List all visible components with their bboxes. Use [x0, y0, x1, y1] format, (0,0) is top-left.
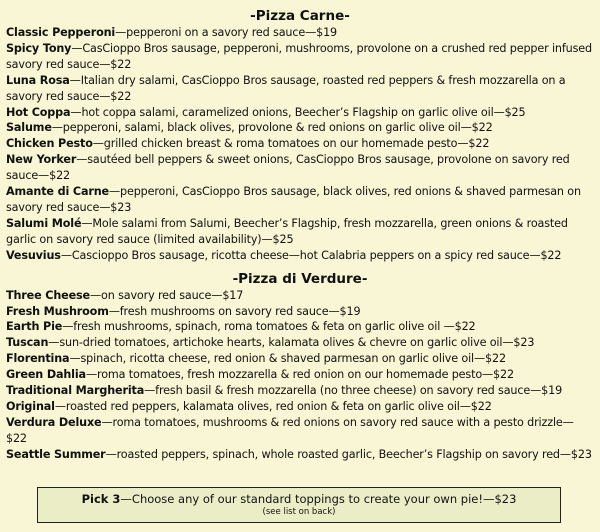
menu-item-name: Green Dahlia: [6, 368, 86, 382]
menu-item-name: Seattle Summer: [6, 447, 106, 461]
menu-item-description: —pepperoni on a savory red sauce—$19: [115, 26, 338, 39]
menu-item: [6, 367, 594, 383]
menu-item-description: —sun-dried tomatoes, artichoke hearts, kalamata olives & chevre on garlic olive oil—$23: [48, 336, 535, 350]
menu-item: [6, 248, 594, 264]
menu-item-name: Salume: [6, 121, 52, 135]
pizza-menu: [6, 8, 594, 463]
menu-item: [6, 120, 594, 136]
menu-item-description: —sautéed bell peppers & sweet onions, CasCioppo Bros sausage, provolone on savory red sauce—$22: [6, 153, 570, 183]
menu-item: [6, 152, 594, 184]
menu-item: [6, 447, 594, 463]
menu-item-description: —roasted peppers, spinach, whole roasted garlic, Beecher’s Flagship on savory red—$23: [105, 447, 592, 461]
pick-3-description: —Choose any of our standard toppings to create your own pie!—$23: [120, 492, 517, 506]
menu-item-description: —on savory red sauce—$17: [89, 288, 244, 302]
menu-item-name: Florentina: [6, 352, 70, 366]
menu-item-description: —roasted red peppers, kalamata olives, red onion & feta on garlic olive oil—$22: [54, 399, 492, 413]
menu-item-description: —fresh mushrooms, spinach, roma tomatoes & feta on garlic olive oil —$22: [62, 320, 476, 334]
menu-item-description: —roma tomatoes, fresh mozzarella & red onion on our homemade pesto—$22: [85, 368, 514, 382]
menu-item: [6, 25, 594, 41]
menu-item-name: Earth Pie: [6, 320, 63, 334]
menu-item-description: —Cascioppo Bros sausage, ricotta cheese—hot Calabria peppers on a spicy red sauce—$22: [60, 248, 562, 262]
section-title-pizza-carne: -Pizza Carne-: [250, 8, 350, 24]
menu-item-description: —hot coppa salami, caramelized onions, Beecher’s Flagship on garlic olive oil—$25: [70, 105, 526, 119]
pick-3-note: (see list on back): [262, 507, 336, 517]
pick-3-callout-box: [37, 487, 561, 523]
menu-item-description: —pepperoni, CasCioppo Bros sausage, black olives, red onions & shaved parmesan on savory red sauce—$23: [6, 185, 581, 214]
menu-item-name: Fresh Mushroom: [6, 304, 109, 318]
menu-item: [6, 41, 594, 73]
menu-item: [6, 351, 594, 367]
menu-item-description: —fresh basil & fresh mozzarella (no three cheese) on savory red sauce—$19: [144, 384, 563, 398]
menu-item-description: —pepperoni, salami, black olives, provolone & red onions on garlic olive oil—$22: [51, 121, 493, 135]
menu-item-name: Three Cheese: [6, 288, 90, 302]
menu-item-description: —spinach, ricotta cheese, red onion & shaved parmesan on garlic olive oil—$22: [69, 352, 506, 366]
pick-3-line: [38, 492, 560, 507]
menu-item: [6, 136, 594, 152]
pizza-carne-list: [6, 25, 594, 264]
menu-item-name: Classic Pepperoni: [6, 26, 116, 39]
menu-item: [6, 335, 594, 351]
menu-item: [6, 399, 594, 415]
menu-item: [6, 319, 594, 335]
menu-item-name: Luna Rosa: [6, 73, 70, 87]
menu-item: [6, 105, 594, 121]
menu-item-description: —CasCioppo Bros sausage, pepperoni, mushrooms, provolone on a crushed red pepper infused savory red sauce—$22: [6, 41, 592, 71]
pizza-di-verdure-list: [6, 288, 594, 463]
menu-item-name: Spicy Tony: [6, 41, 72, 55]
menu-item: [6, 288, 594, 304]
menu-item-name: Traditional Margherita: [6, 384, 145, 398]
menu-item-name: Chicken Pesto: [6, 137, 93, 151]
menu-item-name: Amante di Carne: [6, 185, 109, 199]
section-title-pizza-di-verdure: -Pizza di Verdure-: [232, 270, 368, 287]
pick-3-name: Pick 3: [81, 492, 121, 506]
menu-item: [6, 216, 594, 248]
menu-item: [6, 184, 594, 216]
menu-item-name: Original: [6, 399, 55, 413]
menu-item-name: Vesuvius: [6, 248, 61, 262]
menu-item-name: Salumi Molé: [6, 216, 82, 230]
menu-item: [6, 383, 594, 399]
menu-item-name: New Yorker: [6, 153, 77, 167]
menu-item-description: —roma tomatoes, mushrooms & red onions on savory red sauce with a pesto drizzle—$22: [6, 415, 574, 445]
menu-item-name: Tuscan: [6, 336, 49, 350]
menu-item-description: —grilled chicken breast & roma tomatoes on our homemade pesto—$22: [92, 137, 490, 151]
menu-item-description: —Mole salami from Salumi, Beecher’s Flagship, fresh mozzarella, green onions & roasted garlic on savory red sauce (limited availability)—$25: [6, 216, 568, 246]
menu-item-name: Verdura Deluxe: [6, 415, 102, 429]
menu-item: [6, 73, 594, 105]
menu-item: [6, 415, 594, 447]
menu-item: [6, 304, 594, 320]
menu-item-name: Hot Coppa: [6, 105, 71, 119]
menu-item-description: —Italian dry salami, CasCioppo Bros sausage, roasted red peppers & fresh mozzarella on a savory red sauce—$22: [6, 73, 566, 103]
menu-item-description: —fresh mushrooms on savory red sauce—$19: [108, 304, 361, 318]
